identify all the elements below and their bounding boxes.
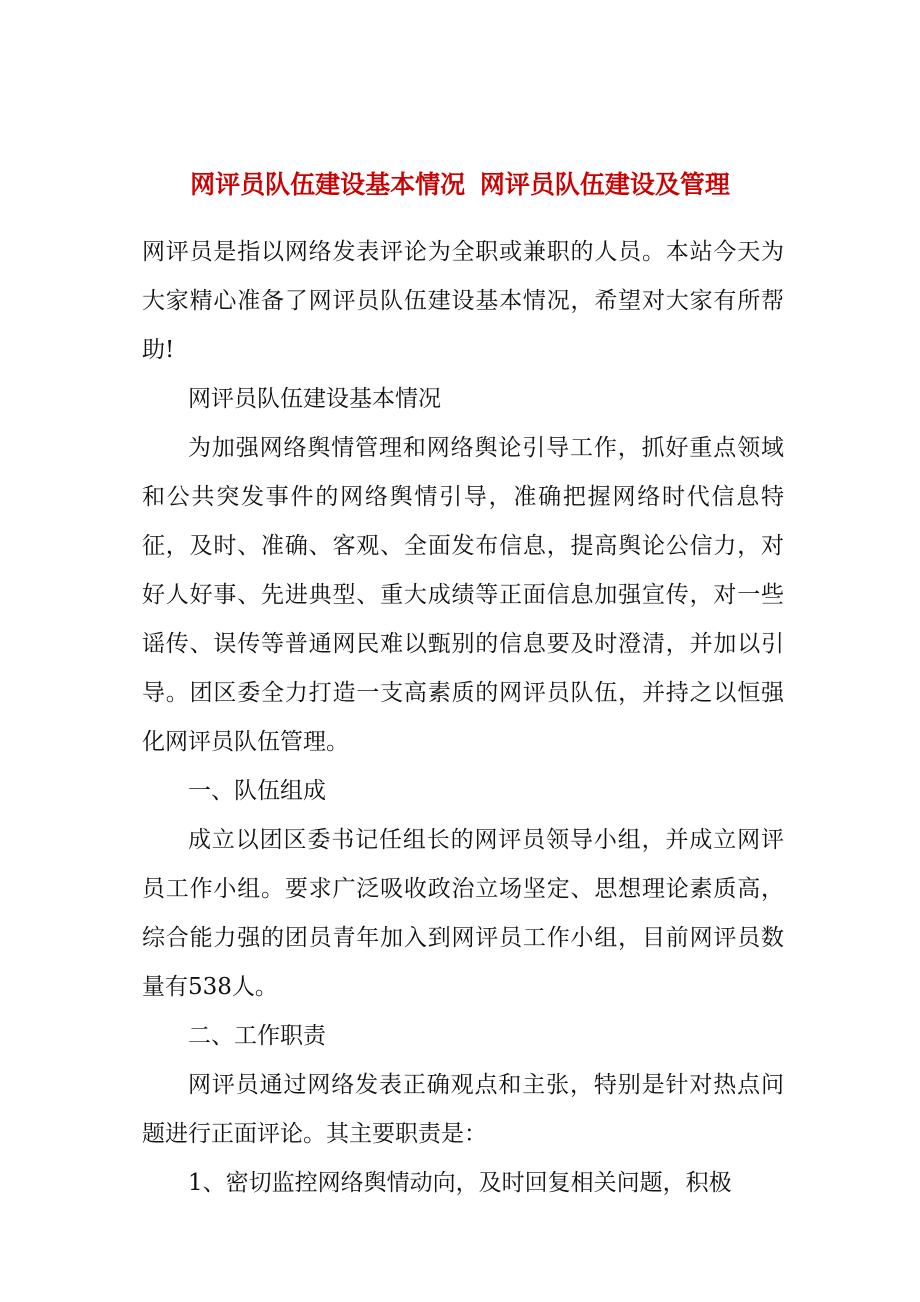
section-heading-duties: 二、工作职责 [188,1023,326,1049]
document-title: 网评员队伍建设基本情况 网评员队伍建设及管理 [190,170,730,199]
paragraph-duties: 网评员通过网络发表正确观点和主张，特别是针对热点问题进行正面评论。其主要职责是： [142,1072,784,1147]
section-heading-team-composition: 一、队伍组成 [188,778,326,804]
section-heading-overview: 网评员队伍建设基本情况 [188,386,441,412]
paragraph-overview: 为加强网络舆情管理和网络舆论引导工作，抓好重点领域和公共突发事件的网络舆情引导，准确把握网络时代信息特征，及时、准确、客观、全面发布信息，提高舆论公信力，对好人好事、先进典型、重大成绩等正面信息加强宣传，对一些谣传、误传等普通网民难以甄别的信息要及时澄清，并加以引导。团区委全力打造一支高素质的网评员队伍，并持之以恒强化网评员队伍管理。 [142,435,784,755]
paragraph-duty-item-1: 1、密切监控网络舆情动向，及时回复相关问题，积极 [188,1170,732,1196]
paragraph-team-composition: 成立以团区委书记任组长的网评员领导小组，并成立网评员工作小组。要求广泛吸收政治立场坚定、思想理论素质高，综合能力强的团员青年加入到网评员工作小组，目前网评员数量有538人。 [142,827,784,1000]
paragraph-intro: 网评员是指以网络发表评论为全职或兼职的人员。本站今天为大家精心准备了网评员队伍建设基本情况，希望对大家有所帮助! [142,239,784,363]
document-body [142,228,784,1208]
